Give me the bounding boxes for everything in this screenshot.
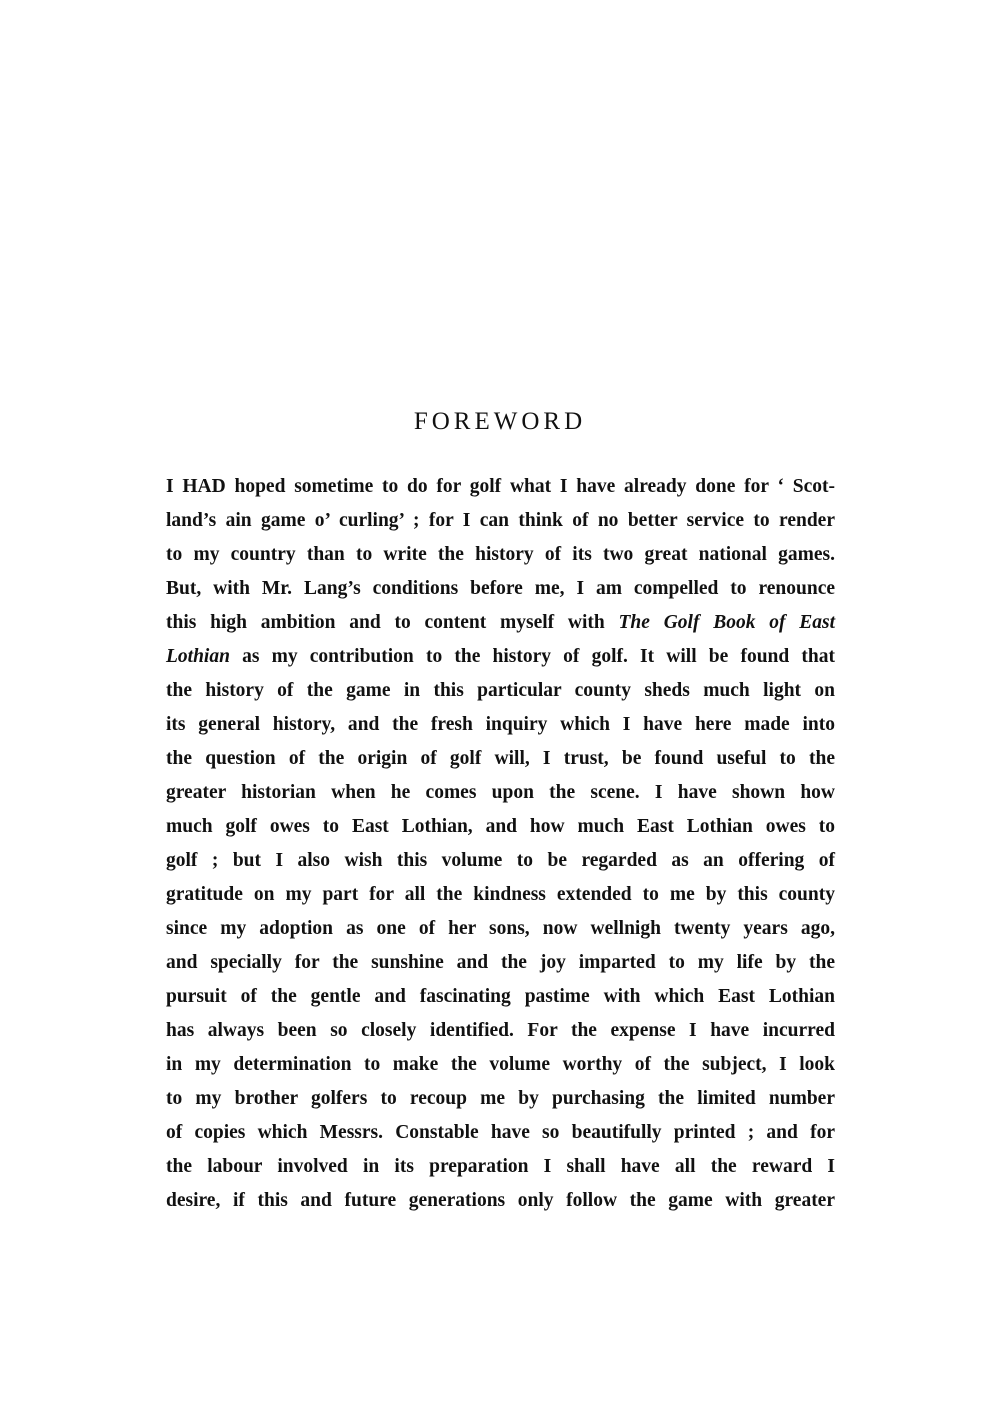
text-line: in my determination to make the volume worthy of the subject, I look: [166, 1054, 835, 1075]
text-line: since my adoption as one of her sons, now wellnigh twenty years ago,: [166, 918, 835, 939]
book-title-italic: The Golf Book of East: [618, 612, 836, 633]
foreword-body: [166, 470, 835, 1218]
text-line: its general history, and the fresh inquiry which I have here made into: [166, 714, 835, 735]
text-line: I HAD hoped sometime to do for golf what I have already done for ‘ Scot-: [166, 476, 835, 497]
text-line: pursuit of the gentle and fascinating pastime with which East Lothian: [166, 986, 835, 1007]
text-line: golf ; but I also wish this volume to be regarded as an offering of: [166, 850, 835, 871]
text-line: desire, if this and future generations only follow the game with greater: [166, 1190, 835, 1211]
page-title: FOREWORD: [413, 408, 587, 435]
text-line: much golf owes to East Lothian, and how much East Lothian owes to: [166, 816, 835, 837]
book-title-italic: Lothian: [166, 646, 230, 667]
text-line: has always been so closely identified. For the expense I have incurred: [166, 1020, 835, 1041]
text-line: greater historian when he comes upon the scene. I have shown how: [166, 782, 835, 803]
text-line: land’s ain game o’ curling’ ; for I can think of no better service to render: [166, 510, 835, 531]
text-line: Lothian as my contribution to the history of golf. It will be found that: [166, 646, 835, 667]
text-line: the question of the origin of golf will, I trust, be found useful to the: [166, 748, 835, 769]
text-line: to my country than to write the history of its two great national games.: [166, 544, 835, 565]
text-line: But, with Mr. Lang’s conditions before me, I am compelled to renounce: [166, 578, 835, 599]
text-line: and specially for the sunshine and the joy imparted to my life by the: [166, 952, 835, 973]
text-line: the labour involved in its preparation I shall have all the reward I: [166, 1156, 835, 1177]
text-line: of copies which Messrs. Constable have so beautifully printed ; and for: [166, 1122, 835, 1143]
text-line: to my brother golfers to recoup me by purchasing the limited number: [166, 1088, 835, 1109]
text-line: gratitude on my part for all the kindness extended to me by this county: [166, 884, 835, 905]
text-line: the history of the game in this particular county sheds much light on: [166, 680, 835, 701]
text-line: this high ambition and to content myself with The Golf Book of East: [166, 612, 836, 633]
small-caps-word: HAD: [182, 476, 226, 497]
